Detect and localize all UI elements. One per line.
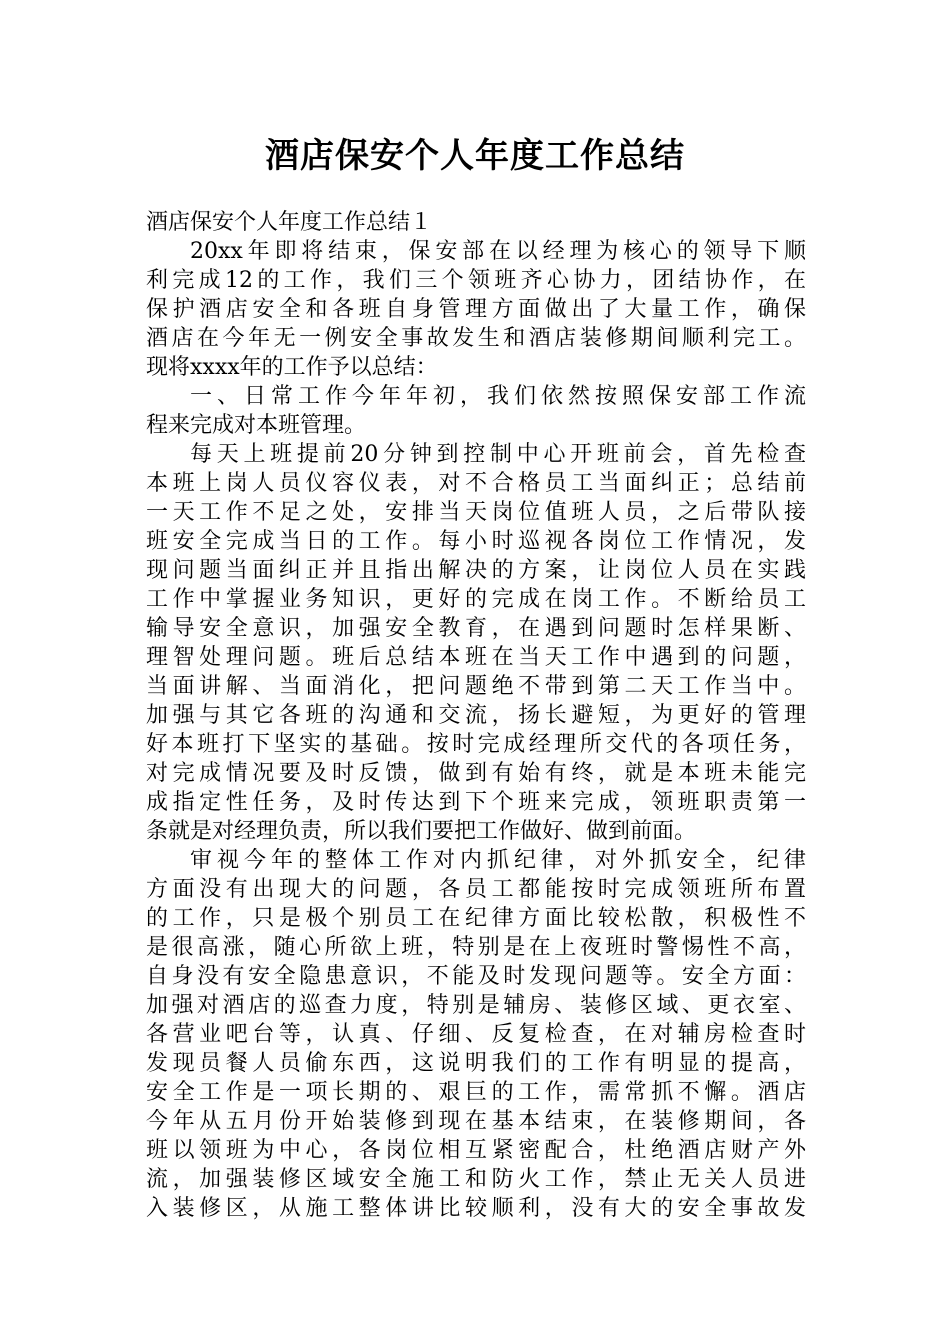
- text-line: 工作中掌握业务知识，更好的完成在岗工作。不断给员工: [146, 587, 806, 612]
- text-line: 自身没有安全隐患意识，不能及时发现问题等。安全方面：: [146, 964, 806, 989]
- text-line: 程来完成对本班管理。: [146, 413, 367, 438]
- text-line: 本班上岗人员仪容仪表，对不合格员工当面纠正；总结前: [146, 471, 806, 496]
- text-line: 审视今年的整体工作对内抓纪律，对外抓安全，纪律: [190, 848, 806, 873]
- text-line: 各营业吧台等，认真、仔细、反复检查，在对辅房检查时: [146, 1022, 806, 1047]
- text-line: 当面讲解、当面消化，把问题绝不带到第二天工作当中。: [146, 674, 806, 699]
- text-line: 一天工作不足之处，安排当天岗位值班人员，之后带队接: [146, 500, 806, 525]
- page-title: 酒店保安个人年度工作总结: [265, 136, 685, 176]
- text-line: 现将xxxx年的工作予以总结：: [146, 355, 438, 380]
- text-line: 每天上班提前20分钟到控制中心开班前会，首先检查: [190, 442, 806, 467]
- text-line: 班以领班为中心，各岗位相互紧密配合，杜绝酒店财产外: [146, 1138, 806, 1163]
- text-line: 条就是对经理负责，所以我们要把工作做好、做到前面。: [146, 819, 697, 844]
- text-line: 入装修区，从施工整体讲比较顺利，没有大的安全事故发: [146, 1196, 806, 1221]
- text-line: 的工作，只是极个别员工在纪律方面比较松散，积极性不: [146, 906, 806, 931]
- text-line: 利完成12的工作，我们三个领班齐心协力，团结协作，在: [146, 268, 806, 293]
- text-line: 是很高涨，随心所欲上班，特别是在上夜班时警惕性不高，: [146, 935, 806, 960]
- text-line: 好本班打下坚实的基础。按时完成经理所交代的各项任务，: [146, 732, 806, 757]
- text-line: 一、日常工作今年年初，我们依然按照保安部工作流: [190, 384, 806, 409]
- text-line: 对完成情况要及时反馈，做到有始有终，就是本班未能完: [146, 761, 806, 786]
- text-line: 理智处理问题。班后总结本班在当天工作中遇到的问题，: [146, 645, 806, 670]
- text-line: 方面没有出现大的问题，各员工都能按时完成领班所布置: [146, 877, 806, 902]
- text-line: 今年从五月份开始装修到现在基本结束，在装修期间，各: [146, 1109, 806, 1134]
- text-line: 发现员餐人员偷东西，这说明我们的工作有明显的提高，: [146, 1051, 806, 1076]
- text-line: 流，加强装修区域安全施工和防火工作，禁止无关人员进: [146, 1167, 806, 1192]
- text-line: 安全工作是一项长期的、艰巨的工作，需常抓不懈。酒店: [146, 1080, 806, 1105]
- text-line: 保护酒店安全和各班自身管理方面做出了大量工作，确保: [146, 297, 806, 322]
- text-line: 加强与其它各班的沟通和交流，扬长避短，为更好的管理: [146, 703, 806, 728]
- text-line: 现问题当面纠正并且指出解决的方案，让岗位人员在实践: [146, 558, 806, 583]
- text-line: 加强对酒店的巡查力度，特别是辅房、装修区域、更衣室、: [146, 993, 806, 1018]
- text-line: 班安全完成当日的工作。每小时巡视各岗位工作情况，发: [146, 529, 806, 554]
- text-line: 酒店在今年无一例安全事故发生和酒店装修期间顺利完工。: [146, 326, 806, 351]
- text-line: 20xx年即将结束，保安部在以经理为核心的领导下顺: [190, 239, 806, 264]
- text-line: 成指定性任务，及时传达到下个班来完成，领班职责第一: [146, 790, 806, 815]
- document-body: [146, 208, 806, 1223]
- text-line: 酒店保安个人年度工作总结１: [146, 210, 433, 235]
- text-line: 输导安全意识，加强安全教育，在遇到问题时怎样果断、: [146, 616, 806, 641]
